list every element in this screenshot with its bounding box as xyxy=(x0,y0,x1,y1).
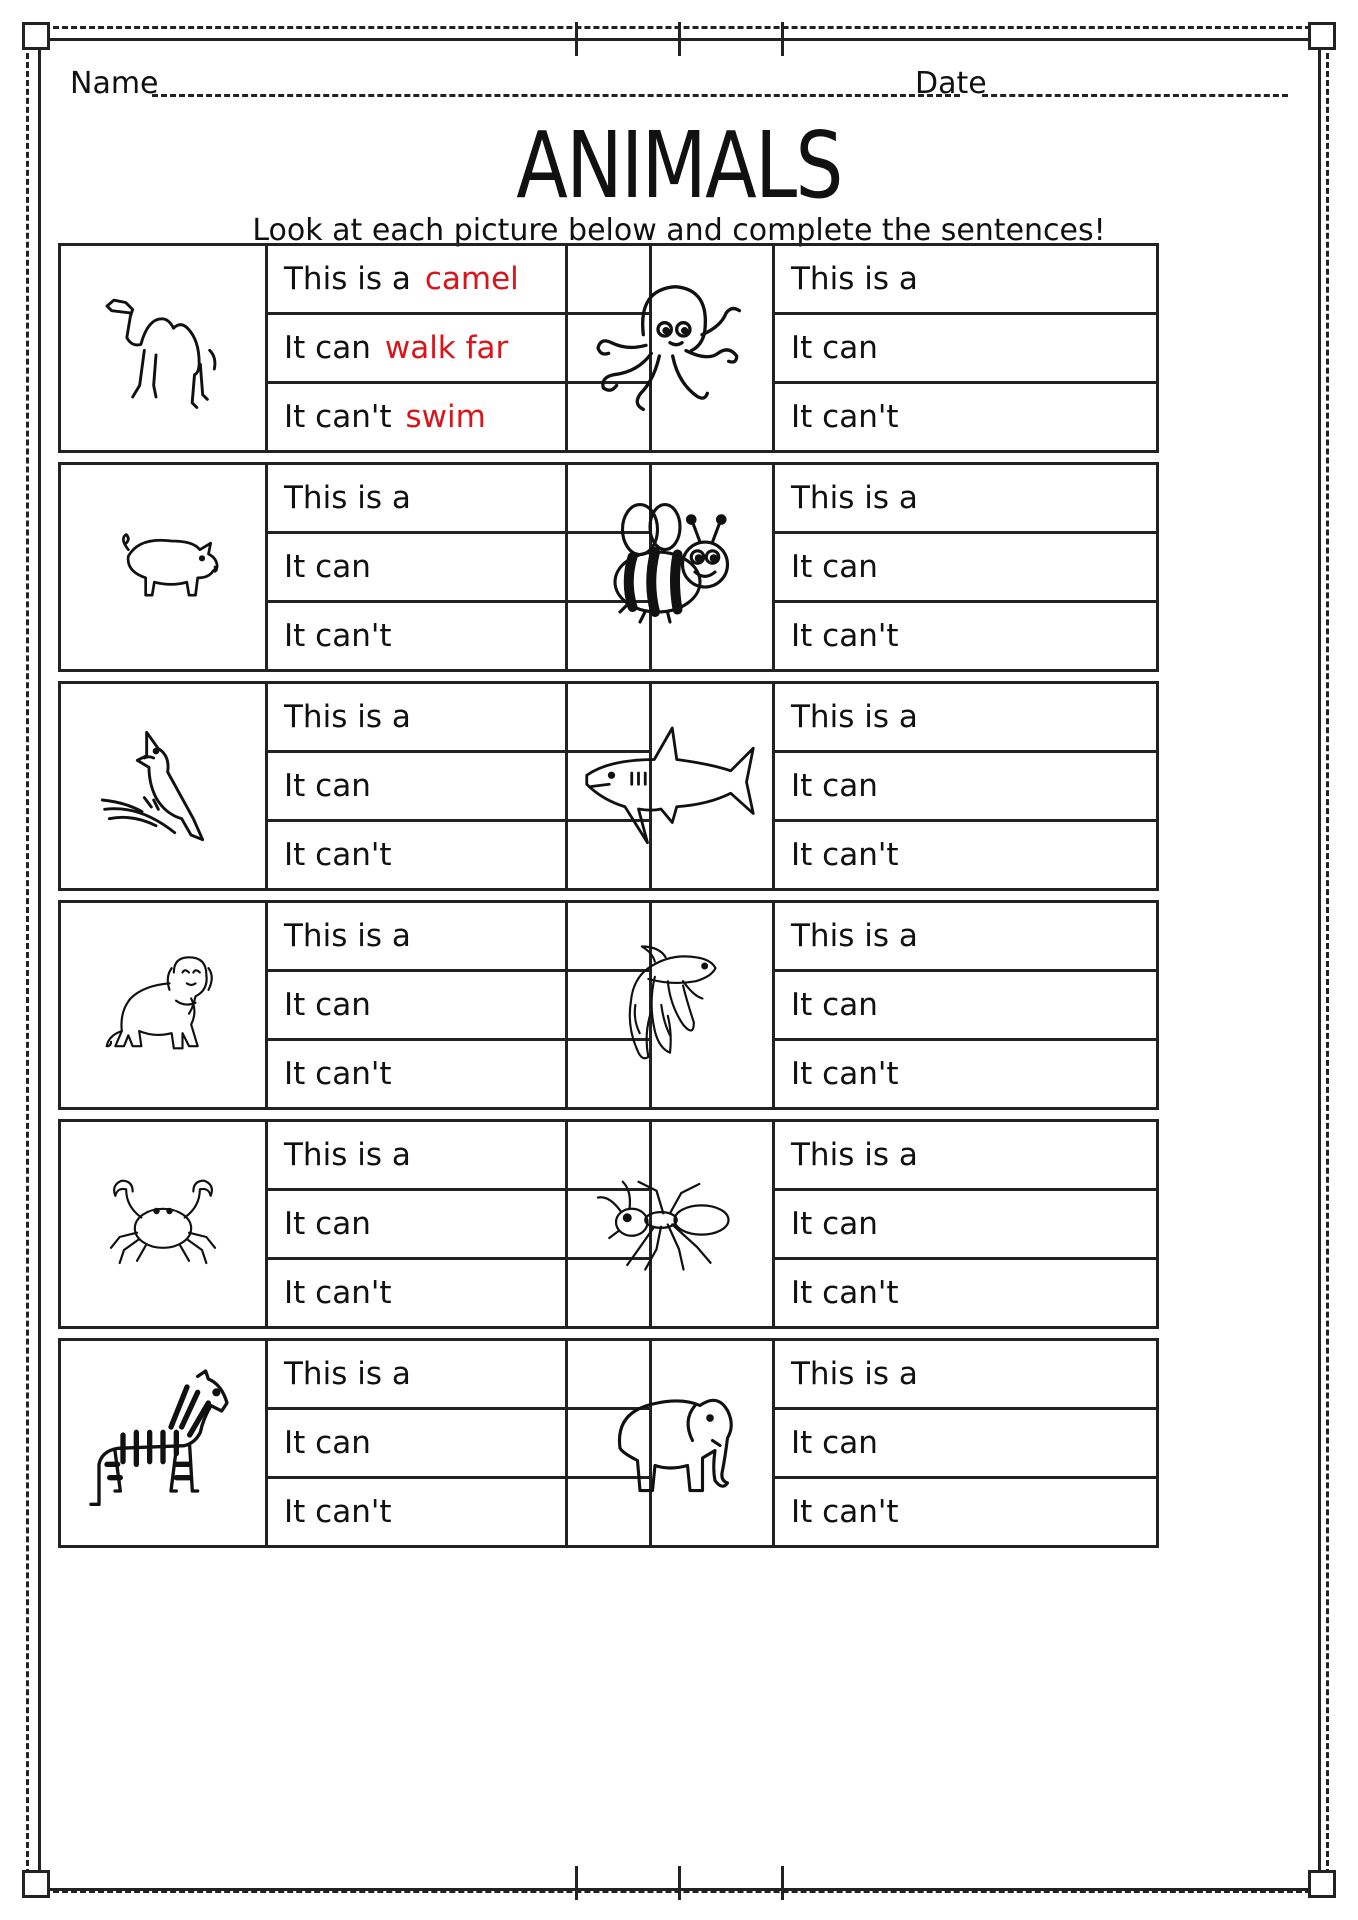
octopus-icon xyxy=(568,246,775,450)
sentence-lines xyxy=(775,465,1156,669)
this-is-line[interactable] xyxy=(775,1341,1156,1410)
corner-square xyxy=(1308,22,1336,50)
it-cant-line[interactable] xyxy=(775,603,1156,669)
prompt-text: It can't xyxy=(284,1056,392,1092)
animal-card xyxy=(565,462,1159,672)
zebra-icon xyxy=(61,1341,268,1545)
animal-card xyxy=(565,1338,1159,1548)
prompt-text: This is a xyxy=(791,480,918,516)
prompt-text: It can't xyxy=(791,399,899,435)
prompt-text: This is a xyxy=(791,261,918,297)
prompt-text: This is a xyxy=(284,480,411,516)
border-tick xyxy=(781,22,784,56)
it-can-line[interactable] xyxy=(775,1410,1156,1479)
answer-text: camel xyxy=(424,261,519,297)
border-tick xyxy=(678,22,681,56)
border-tick xyxy=(678,1866,681,1900)
prompt-text: This is a xyxy=(284,918,411,954)
animal-card xyxy=(565,1119,1159,1329)
lion-icon xyxy=(61,903,268,1107)
answer-text: swim xyxy=(405,399,486,435)
it-can-line[interactable] xyxy=(775,315,1156,384)
prompt-text: It can xyxy=(791,549,878,585)
animal-card xyxy=(565,243,1159,453)
pig-icon xyxy=(61,465,268,669)
animal-card xyxy=(565,900,1159,1110)
bird-icon xyxy=(61,684,268,888)
prompt-text: It can xyxy=(284,987,371,1023)
ant-icon xyxy=(568,1122,775,1326)
it-can-line[interactable] xyxy=(775,972,1156,1041)
sentence-lines xyxy=(775,1122,1156,1326)
prompt-text: It can't xyxy=(284,399,392,435)
prompt-text: It can't xyxy=(791,1275,899,1311)
crab-icon xyxy=(61,1122,268,1326)
animal-card xyxy=(58,1338,652,1548)
sentence-lines xyxy=(775,903,1156,1107)
border-tick xyxy=(781,1866,784,1900)
border-tick xyxy=(575,22,578,56)
prompt-text: It can't xyxy=(284,1494,392,1530)
animal-card xyxy=(565,681,1159,891)
this-is-line[interactable] xyxy=(775,465,1156,534)
this-is-line[interactable] xyxy=(775,246,1156,315)
corner-square xyxy=(1308,1870,1336,1898)
page-title: ANIMALS xyxy=(516,112,842,219)
fish-icon xyxy=(568,903,775,1107)
name-field[interactable] xyxy=(152,94,960,97)
sentence-lines xyxy=(775,1341,1156,1545)
animal-card xyxy=(58,1119,652,1329)
sentence-lines xyxy=(775,684,1156,888)
prompt-text: It can't xyxy=(791,837,899,873)
prompt-text: It can xyxy=(284,1206,371,1242)
this-is-line[interactable] xyxy=(775,1122,1156,1191)
prompt-text: It can xyxy=(791,987,878,1023)
header-row xyxy=(70,66,1288,106)
prompt-text: It can't xyxy=(791,1494,899,1530)
prompt-text: It can't xyxy=(791,618,899,654)
it-cant-line[interactable] xyxy=(775,1479,1156,1545)
sentence-lines xyxy=(775,246,1156,450)
shark-icon xyxy=(568,684,775,888)
it-cant-line[interactable] xyxy=(775,384,1156,450)
this-is-line[interactable] xyxy=(775,903,1156,972)
prompt-text: This is a xyxy=(284,699,411,735)
prompt-text: It can't xyxy=(284,1275,392,1311)
corner-square xyxy=(22,1870,50,1898)
prompt-text: This is a xyxy=(791,918,918,954)
prompt-text: This is a xyxy=(284,261,411,297)
this-is-line[interactable] xyxy=(775,684,1156,753)
prompt-text: This is a xyxy=(791,1137,918,1173)
prompt-text: It can't xyxy=(284,837,392,873)
border-tick xyxy=(575,1866,578,1900)
bee-icon xyxy=(568,465,775,669)
prompt-text: This is a xyxy=(284,1137,411,1173)
animal-card xyxy=(58,243,652,453)
answer-text: walk far xyxy=(384,330,509,366)
date-field[interactable] xyxy=(982,94,1288,97)
prompt-text: This is a xyxy=(791,1356,918,1392)
it-can-line[interactable] xyxy=(775,534,1156,603)
it-can-line[interactable] xyxy=(775,1191,1156,1260)
prompt-text: It can't xyxy=(791,1056,899,1092)
prompt-text: This is a xyxy=(284,1356,411,1392)
prompt-text: It can't xyxy=(284,618,392,654)
it-cant-line[interactable] xyxy=(775,822,1156,888)
prompt-text: It can xyxy=(791,768,878,804)
prompt-text: It can xyxy=(791,330,878,366)
elephant-icon xyxy=(568,1341,775,1545)
it-can-line[interactable] xyxy=(775,753,1156,822)
animal-card xyxy=(58,681,652,891)
prompt-text: It can xyxy=(284,549,371,585)
prompt-text: It can xyxy=(284,330,371,366)
prompt-text: It can xyxy=(284,768,371,804)
it-cant-line[interactable] xyxy=(775,1041,1156,1107)
prompt-text: This is a xyxy=(791,699,918,735)
animal-card xyxy=(58,900,652,1110)
animal-card xyxy=(58,462,652,672)
camel-icon xyxy=(61,246,268,450)
corner-square xyxy=(22,22,50,50)
instructions: Look at each picture below and complete the sentences! xyxy=(252,213,1106,248)
prompt-text: It can xyxy=(284,1425,371,1461)
name-label: Name xyxy=(70,66,159,101)
date-label: Date xyxy=(915,66,987,101)
it-cant-line[interactable] xyxy=(775,1260,1156,1326)
prompt-text: It can xyxy=(791,1425,878,1461)
prompt-text: It can xyxy=(791,1206,878,1242)
